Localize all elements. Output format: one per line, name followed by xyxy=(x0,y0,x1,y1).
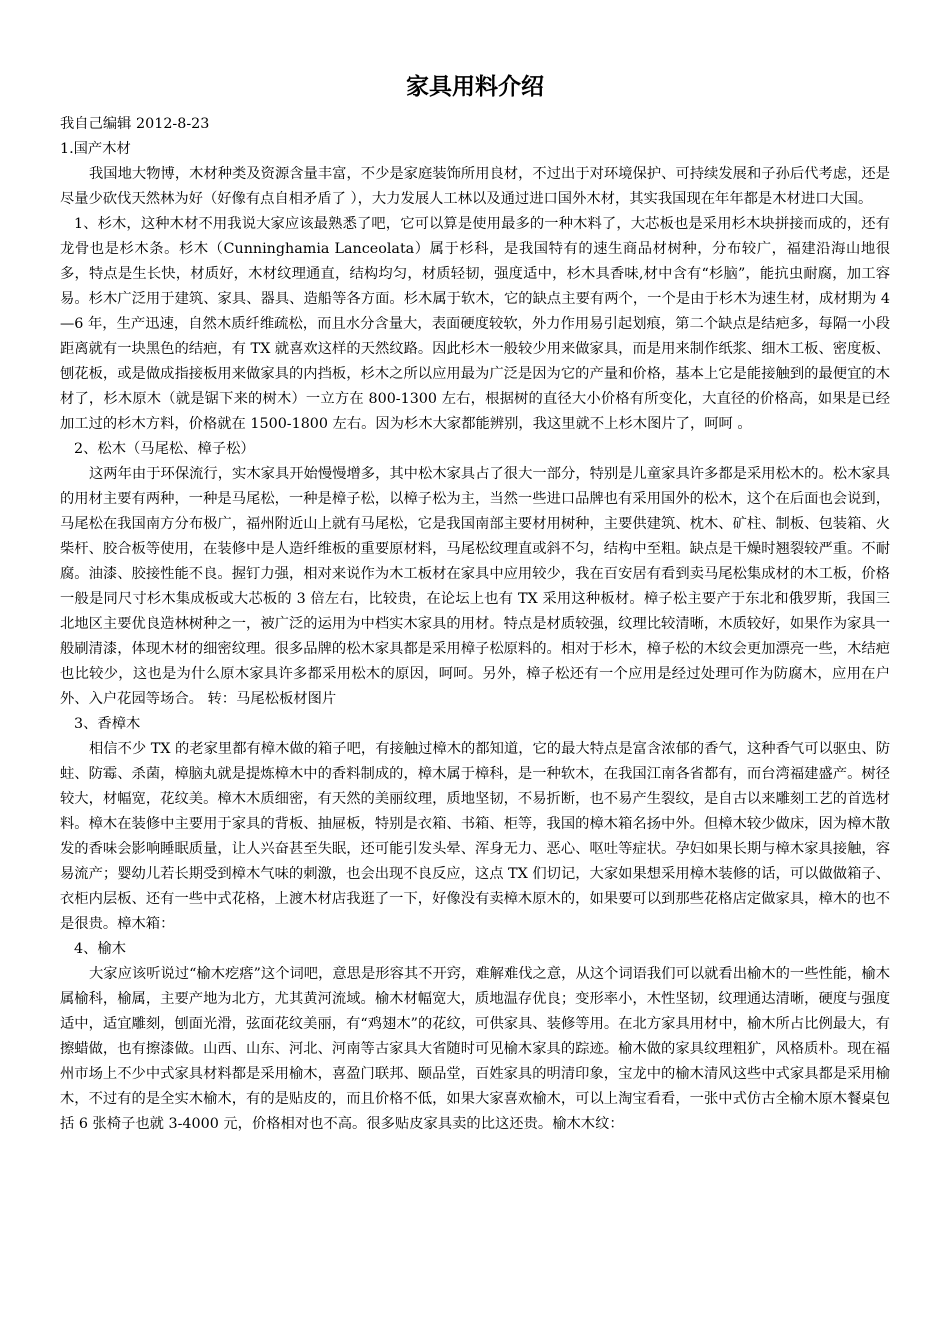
item-pine-paragraph: 这两年由于环保流行，实木家具开始慢慢增多，其中松木家具占了很大一部分，特别是儿童家具许多都是采用松木的。松木家具的用材主要有两种，一种是马尾松，一种是樟子松，以樟子松为主，当然一些进口品牌也有采用国外的松木，这个在后面也会说到，马尾松在我国南方分布极广，福州附近山上就有马尾松，它是我国南部主要材用树种，主要供建筑、枕木、矿柱、制板、包装箱、火柴杆、胶合板等使用，在装修中是人造纤维板的重要原材料，马尾松纹理直或斜不匀，结构中至粗。缺点是干燥时翘裂较严重。不耐腐。油漆、胶接性能不良。握钉力强，相对来说作为木工板材在家具中应用较少，我在百安居有看到卖马尾松集成材的木工板，价格一般是同尺寸杉木集成板或大芯板的 3 倍左右，比较贵，在论坛上也有 TX 采用这种板材。樟子松主要产于东北和俄罗斯，我国三北地区主要优良造林树种之一，被广泛的运用为中档实木家具的用材。特点是材质较强，纹理比较清晰，木质较好，如果作为家具一般刷清漆，体现木材的细密纹理。很多品牌的松木家具都是采用樟子松原料的。相对于杉木，樟子松的木纹会更加漂亮一些，木结疤也比较少，这也是为什么原木家具许多都采用松木的原因，呵呵。另外，樟子松还有一个应用是经过处理可作为防腐木，应用在户外、入户花园等场合。 转：马尾松板材图片 xyxy=(60,466,890,707)
item-camphor-paragraph: 相信不少 TX 的老家里都有樟木做的箱子吧，有接触过樟木的都知道，它的最大特点是富含浓郁的香气，这种香气可以驱虫、防蛀、防霉、杀菌，樟脑丸就是提炼樟木中的香料制成的，樟木属于樟科，是一种软木，在我国江南各省都有，而台湾福建盛产。树径较大，材幅宽，花纹美。樟木木质细密，有天然的美丽纹理，质地坚韧，不易折断，也不易产生裂纹，是自古以来雕刻工艺的首选材料。樟木在装修中主要用于家具的背板、抽屉板，特别是衣箱、书箱、柜等，我国的樟木箱名扬中外。但樟木较少做床，因为樟木散发的香味会影响睡眠质量，让人兴奋甚至失眠，还可能引发头晕、浑身无力、恶心、呕吐等症状。孕妇如果长期与樟木家具接触，容易流产；婴幼儿若长期受到樟木气味的刺激，也会出现不良反应，这点 TX 们切记，大家如果想采用樟木装修的话，可以做做箱子、衣柜内层板、还有一些中式花格，上渡木材店我逛了一下，好像没有卖樟木原木的，如果要可以到那些花格店定做家具，樟木的也不是很贵。樟木箱： xyxy=(60,741,890,932)
section-heading: 1.国产木材 xyxy=(60,141,131,157)
byline: 我自己编辑 2012-8-23 xyxy=(60,116,210,132)
item-elm-heading: 4、榆木 xyxy=(74,941,126,957)
item-camphor-heading: 3、香樟木 xyxy=(74,716,141,732)
document-page xyxy=(60,68,890,1137)
item-fir-paragraph: 1、杉木，这种木材不用我说大家应该最熟悉了吧，它可以算是使用最多的一种木料了，大芯板也是采用杉木块拼接而成的，还有龙骨也是杉木条。杉木（Cunninghamia Lanceolata）属于杉科，是我国特有的速生商品材树种，分布较广，福建沿海山地很多，特点是生长快，材质好，木材纹理通直，结构均匀，材质轻韧，强度适中，杉木具香味,材中含有“杉脑”，能抗虫耐腐，加工容易。杉木广泛用于建筑、家具、器具、造船等各方面。杉木属于软木，它的缺点主要有两个，一个是由于杉木为速生材，成材期为 4—6 年，生产迅速，自然木质纤维疏松，而且水分含量大，表面硬度较软，外力作用易引起划痕，第二个缺点是结疤多，每隔一小段距离就有一块黑色的结疤，有 TX 就喜欢这样的天然纹路。因此杉木一般较少用来做家具，而是用来制作纸浆、细木工板、密度板、刨花板，或是做成指接板用来做家具的内挡板，杉木之所以应用最为广泛是因为它的产量和价格，基本上它是能接触到的最便宜的木材了，杉木原木（就是锯下来的树木）一立方在 800-1300 左右，根据树的直径大小价格有所变化，大直径的价格高，如果是已经加工过的杉木方料，价格就在 1500-1800 左右。因为杉木大家都能辨别，我这里就不上杉木图片了，呵呵 。 xyxy=(60,216,890,432)
item-elm-paragraph: 大家应该听说过“榆木疙瘩”这个词吧，意思是形容其不开窍，难解难伐之意，从这个词语我们可以就看出榆木的一些性能，榆木属榆科，榆属，主要产地为北方，尤其黄河流域。榆木材幅宽大，质地温存优良；变形率小，木性坚韧，纹理通达清晰，硬度与强度适中，适宜雕刻，刨面光滑，弦面花纹美丽，有“鸡翅木”的花纹，可供家具、装修等用。在北方家具用材中，榆木所占比例最大，有擦蜡做，也有擦漆做。山西、山东、河北、河南等古家具大省随时可见榆木家具的踪迹。榆木做的家具纹理粗犷，风格质朴。现在福州市场上不少中式家具材料都是采用榆木，喜盈门联邦、颐品堂，百姓家具的明清印象，宝龙中的榆木清风这些中式家具都是采用榆木，不过有的是全实木榆木，有的是贴皮的，而且价格不低，如果大家喜欢榆木，可以上淘宝看看，一张中式仿古全榆木原木餐桌包括 6 张椅子也就 3-4000 元，价格相对也不高。很多贴皮家具卖的比这还贵。榆木木纹： xyxy=(60,966,890,1132)
item-pine-heading: 2、松木（马尾松、樟子松） xyxy=(74,441,255,457)
intro-paragraph: 我国地大物博，木材种类及资源含量丰富，不少是家庭装饰所用良材，不过出于对环境保护、可持续发展和子孙后代考虑，还是尽量少砍伐天然林为好（好像有点自相矛盾了 ），大力发展人工林以及通过进口国外木材，其实我国现在年年都是木材进口大国。 xyxy=(60,166,890,207)
document-title: 家具用料介绍 xyxy=(406,74,544,100)
